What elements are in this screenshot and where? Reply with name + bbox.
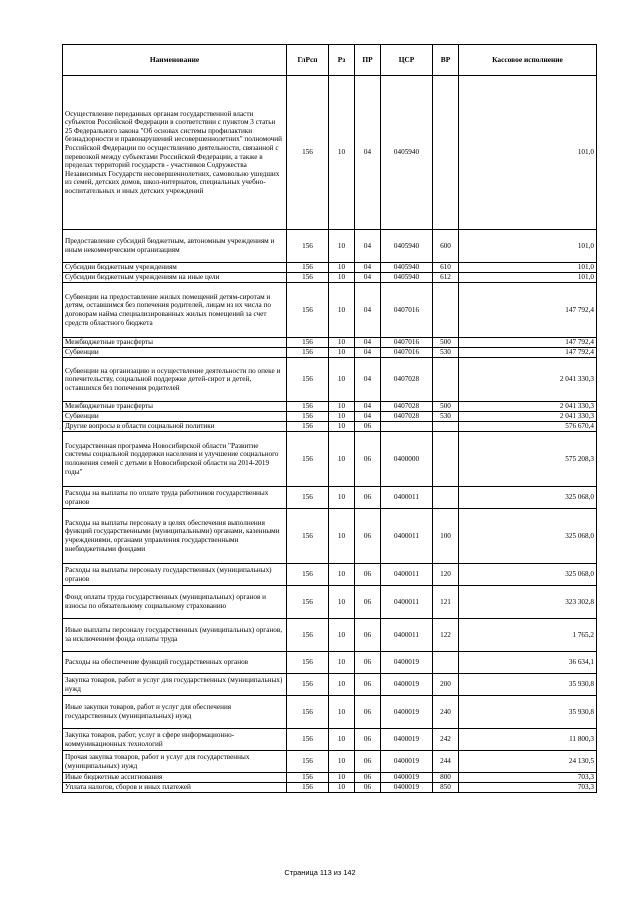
cell-vr [433, 76, 459, 230]
cell-name: Фонд оплаты труда государственных (муниципальных) органов и взносы по обязательному социальному страхованию [63, 586, 287, 619]
cell-glrsp: 156 [287, 509, 329, 564]
cell-pr: 04 [355, 348, 381, 358]
cell-csr [381, 422, 433, 432]
cell-amount: 101,0 [459, 76, 597, 230]
cell-csr: 0400019 [381, 674, 433, 696]
cell-glrsp: 156 [287, 358, 329, 402]
cell-amount: 1 765,2 [459, 619, 597, 652]
cell-amount: 35 930,8 [459, 674, 597, 696]
cell-vr [433, 432, 459, 487]
cell-name: Расходы на выплаты персоналу государственных (муниципальных) органов [63, 564, 287, 586]
cell-vr: 244 [433, 751, 459, 773]
cell-glrsp: 156 [287, 783, 329, 793]
cell-csr: 0407016 [381, 348, 433, 358]
cell-csr: 0400019 [381, 773, 433, 783]
table-row [63, 358, 597, 402]
cell-rz: 10 [329, 509, 355, 564]
cell-glrsp: 156 [287, 619, 329, 652]
cell-amount: 147 792,4 [459, 338, 597, 348]
cell-amount: 325 068,0 [459, 509, 597, 564]
cell-amount: 147 792,4 [459, 348, 597, 358]
cell-vr [433, 358, 459, 402]
cell-amount: 11 800,3 [459, 729, 597, 751]
cell-csr: 0400000 [381, 432, 433, 487]
cell-rz: 10 [329, 586, 355, 619]
table-row [63, 674, 597, 696]
cell-csr: 0407028 [381, 358, 433, 402]
table-row [63, 619, 597, 652]
cell-csr: 0400011 [381, 586, 433, 619]
header-amount: Кассовое исполнение [459, 45, 597, 76]
cell-name: Субвенции [63, 348, 287, 358]
cell-pr: 04 [355, 338, 381, 348]
cell-pr: 06 [355, 509, 381, 564]
cell-glrsp: 156 [287, 432, 329, 487]
table-row [63, 422, 597, 432]
cell-vr [433, 652, 459, 674]
table-row [63, 564, 597, 586]
cell-glrsp: 156 [287, 674, 329, 696]
cell-amount: 703,3 [459, 773, 597, 783]
cell-vr: 610 [433, 263, 459, 273]
cell-amount: 24 130,5 [459, 751, 597, 773]
table-row [63, 230, 597, 263]
cell-glrsp: 156 [287, 263, 329, 273]
table-row [63, 696, 597, 729]
cell-amount: 36 634,1 [459, 652, 597, 674]
table-row [63, 432, 597, 487]
cell-name: Иные бюджетные ассигнования [63, 773, 287, 783]
cell-csr: 0400019 [381, 696, 433, 729]
cell-amount: 323 302,8 [459, 586, 597, 619]
table-row [63, 273, 597, 283]
cell-name: Расходы на выплаты по оплате труда работников государственных органов [63, 487, 287, 509]
cell-vr: 530 [433, 348, 459, 358]
cell-rz: 10 [329, 751, 355, 773]
cell-glrsp: 156 [287, 751, 329, 773]
table-row [63, 783, 597, 793]
table-row [63, 348, 597, 358]
cell-pr: 04 [355, 273, 381, 283]
cell-glrsp: 156 [287, 652, 329, 674]
cell-csr: 0405940 [381, 230, 433, 263]
cell-vr: 242 [433, 729, 459, 751]
cell-pr: 06 [355, 729, 381, 751]
cell-vr: 200 [433, 674, 459, 696]
cell-rz: 10 [329, 263, 355, 273]
cell-csr: 0400011 [381, 564, 433, 586]
cell-name: Расходы на обеспечение функций государственных органов [63, 652, 287, 674]
cell-pr: 06 [355, 773, 381, 783]
cell-amount: 325 068,0 [459, 564, 597, 586]
table-row [63, 652, 597, 674]
cell-amount: 101,0 [459, 273, 597, 283]
cell-rz: 10 [329, 76, 355, 230]
cell-rz: 10 [329, 783, 355, 793]
cell-name: Государственная программа Новосибирской области "Развитие системы социальной поддержки населения и улучшение социального положения семей с детьми в Новосибирской области на 2014-2019 годы" [63, 432, 287, 487]
cell-pr: 04 [355, 402, 381, 412]
cell-vr: 850 [433, 783, 459, 793]
cell-glrsp: 156 [287, 696, 329, 729]
cell-vr: 600 [433, 230, 459, 263]
budget-table [62, 44, 597, 793]
cell-pr: 06 [355, 564, 381, 586]
cell-name: Прочая закупка товаров, работ и услуг для государственных (муниципальных) нужд [63, 751, 287, 773]
cell-amount: 147 792,4 [459, 283, 597, 338]
cell-glrsp: 156 [287, 273, 329, 283]
cell-csr: 0407028 [381, 412, 433, 422]
cell-name: Расходы на выплаты персоналу в целях обеспечения выполнения функций государственными (муниципальными) органами, казенными учреждениями, органами управления государственными внебюджетными фондами [63, 509, 287, 564]
table-row [63, 402, 597, 412]
cell-rz: 10 [329, 230, 355, 263]
header-pr: ПР [355, 45, 381, 76]
header-rz: Рз [329, 45, 355, 76]
table-row [63, 412, 597, 422]
header-glrsp: ГлРсп [287, 45, 329, 76]
cell-pr: 06 [355, 783, 381, 793]
table-header-row [63, 45, 597, 76]
cell-pr: 06 [355, 751, 381, 773]
table-row [63, 283, 597, 338]
page-number: Страница 113 из 142 [284, 868, 356, 877]
cell-pr: 04 [355, 412, 381, 422]
cell-rz: 10 [329, 674, 355, 696]
cell-name: Иные выплаты персоналу государственных (муниципальных) органов, за исключением фонда оплаты труда [63, 619, 287, 652]
cell-csr: 0407016 [381, 283, 433, 338]
table-row [63, 586, 597, 619]
cell-name: Субвенции [63, 412, 287, 422]
cell-pr: 06 [355, 487, 381, 509]
cell-name: Уплата налогов, сборов и иных платежей [63, 783, 287, 793]
cell-vr: 120 [433, 564, 459, 586]
cell-csr: 0400019 [381, 652, 433, 674]
cell-name: Предоставление субсидий бюджетным, автономным учреждениям и иным некоммерческим организациям [63, 230, 287, 263]
cell-rz: 10 [329, 619, 355, 652]
cell-name: Субвенции на предоставление жилых помещений детям-сиротам и детям, оставшимся без попечения родителей, лицам из их числа по договорам найма специализированных жилых помещений за счет средств областного бюджета [63, 283, 287, 338]
cell-csr: 0405940 [381, 273, 433, 283]
cell-rz: 10 [329, 402, 355, 412]
cell-name: Межбюджетные трансферты [63, 338, 287, 348]
cell-glrsp: 156 [287, 230, 329, 263]
cell-amount: 2 041 330,3 [459, 412, 597, 422]
cell-pr: 06 [355, 422, 381, 432]
header-vr: ВР [433, 45, 459, 76]
cell-vr: 500 [433, 338, 459, 348]
cell-csr: 0407016 [381, 338, 433, 348]
cell-vr: 530 [433, 412, 459, 422]
cell-csr: 0400011 [381, 509, 433, 564]
cell-vr [433, 422, 459, 432]
cell-rz: 10 [329, 652, 355, 674]
cell-name: Субсидии бюджетным учреждениям на иные цели [63, 273, 287, 283]
cell-rz: 10 [329, 487, 355, 509]
cell-glrsp: 156 [287, 338, 329, 348]
cell-name: Закупка товаров, работ и услуг для государственных (муниципальных) нужд [63, 674, 287, 696]
cell-glrsp: 156 [287, 729, 329, 751]
table-row [63, 76, 597, 230]
cell-rz: 10 [329, 432, 355, 487]
cell-csr: 0400019 [381, 783, 433, 793]
cell-vr: 800 [433, 773, 459, 783]
cell-vr [433, 283, 459, 338]
cell-name: Субсидии бюджетным учреждениям [63, 263, 287, 273]
cell-csr: 0400019 [381, 751, 433, 773]
cell-glrsp: 156 [287, 487, 329, 509]
cell-pr: 04 [355, 76, 381, 230]
cell-vr: 500 [433, 402, 459, 412]
cell-vr: 121 [433, 586, 459, 619]
cell-name: Другие вопросы в области социальной политики [63, 422, 287, 432]
cell-rz: 10 [329, 348, 355, 358]
cell-csr: 0400011 [381, 619, 433, 652]
cell-csr: 0405940 [381, 76, 433, 230]
cell-amount: 101,0 [459, 263, 597, 273]
header-csr: ЦСР [381, 45, 433, 76]
table-row [63, 487, 597, 509]
cell-vr: 100 [433, 509, 459, 564]
table-row [63, 263, 597, 273]
cell-amount: 35 930,8 [459, 696, 597, 729]
cell-rz: 10 [329, 412, 355, 422]
cell-rz: 10 [329, 422, 355, 432]
cell-pr: 04 [355, 230, 381, 263]
cell-amount: 325 068,0 [459, 487, 597, 509]
cell-amount: 2 041 330,3 [459, 402, 597, 412]
cell-amount: 576 670,4 [459, 422, 597, 432]
cell-csr: 0407028 [381, 402, 433, 412]
cell-csr: 0405940 [381, 263, 433, 273]
cell-amount: 703,3 [459, 783, 597, 793]
cell-glrsp: 156 [287, 348, 329, 358]
cell-name: Межбюджетные трансферты [63, 402, 287, 412]
cell-glrsp: 156 [287, 283, 329, 338]
cell-glrsp: 156 [287, 412, 329, 422]
cell-glrsp: 156 [287, 402, 329, 412]
cell-pr: 06 [355, 619, 381, 652]
cell-glrsp: 156 [287, 564, 329, 586]
cell-rz: 10 [329, 273, 355, 283]
cell-vr: 612 [433, 273, 459, 283]
cell-vr [433, 487, 459, 509]
cell-rz: 10 [329, 564, 355, 586]
cell-glrsp: 156 [287, 773, 329, 783]
cell-name: Субвенции на организацию и осуществление деятельности по опеке и попечительству, социальной поддержке детей-сирот и детей, оставшихся без попечения родителей [63, 358, 287, 402]
cell-amount: 575 208,3 [459, 432, 597, 487]
cell-glrsp: 156 [287, 586, 329, 619]
cell-pr: 04 [355, 283, 381, 338]
cell-pr: 06 [355, 586, 381, 619]
table-row [63, 773, 597, 783]
cell-rz: 10 [329, 338, 355, 348]
cell-pr: 04 [355, 358, 381, 402]
cell-rz: 10 [329, 729, 355, 751]
cell-pr: 06 [355, 432, 381, 487]
cell-vr: 122 [433, 619, 459, 652]
cell-pr: 06 [355, 674, 381, 696]
cell-csr: 0400019 [381, 729, 433, 751]
cell-rz: 10 [329, 358, 355, 402]
cell-rz: 10 [329, 773, 355, 783]
cell-amount: 2 041 330,3 [459, 358, 597, 402]
cell-amount: 101,0 [459, 230, 597, 263]
table-row [63, 509, 597, 564]
cell-pr: 06 [355, 696, 381, 729]
cell-glrsp: 156 [287, 422, 329, 432]
cell-pr: 04 [355, 263, 381, 273]
table-row [63, 338, 597, 348]
header-name: Наименование [63, 45, 287, 76]
cell-csr: 0400011 [381, 487, 433, 509]
cell-vr: 240 [433, 696, 459, 729]
cell-name: Закупка товаров, работ, услуг в сфере информационно-коммуникационных технологий [63, 729, 287, 751]
cell-glrsp: 156 [287, 76, 329, 230]
cell-rz: 10 [329, 696, 355, 729]
cell-name: Осуществление переданных органам государственной власти субъектов Российской Федерации в соответствии с пунктом 3 статьи 25 Федерального закона "Об основах системы профилактики безнадзорности и правонарушений несовершеннолетних" полномочий Российской Федерации по осуществлению деятельности, связанной с перевозкой между субъектами Российской Федерации, а также в пределах территорий государств - участников Содружества Независимых Государств несовершеннолетних, самовольно ушедших из семей, детских домов, школ-интернатов, специальных учебно-воспитательных и иных детских учреждений [63, 76, 287, 230]
table-row [63, 751, 597, 773]
cell-name: Иные закупки товаров, работ и услуг для обеспечения государственных (муниципальных) нужд [63, 696, 287, 729]
cell-pr: 06 [355, 652, 381, 674]
table-row [63, 729, 597, 751]
cell-rz: 10 [329, 283, 355, 338]
